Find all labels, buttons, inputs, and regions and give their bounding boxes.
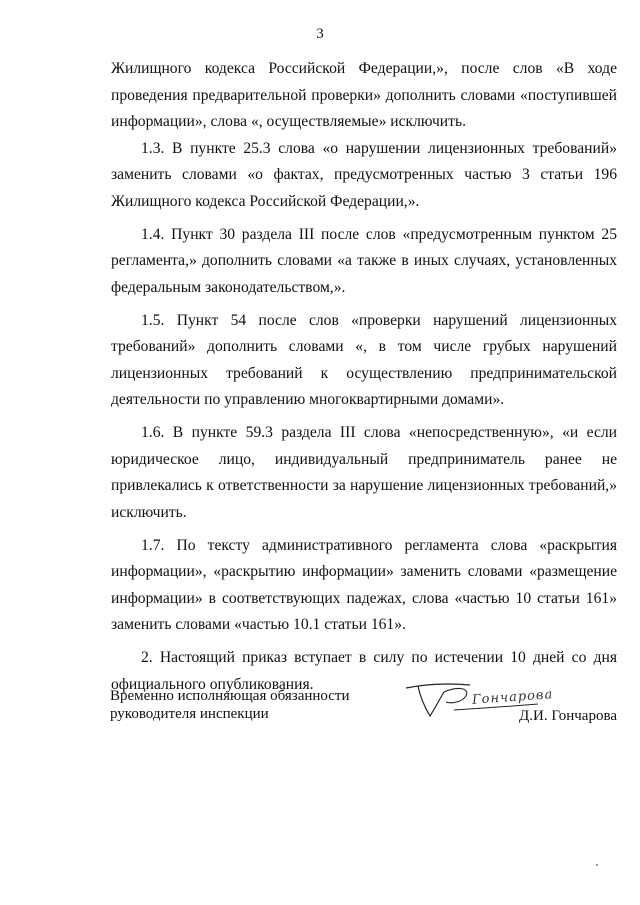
paragraph-1-7: 1.7. По тексту административного регламента слова «раскрытия информации», «раскрытию информации» заменить словами «размещение информации» в соответствующих падежах, слова «частью 10 статьи 161» заменить словами «частью 10.1 статьи 161». (111, 536, 617, 633)
handwritten-signature: Гончарова (471, 687, 554, 708)
scan-speck (596, 864, 598, 866)
paragraph-1-5: 1.5. Пункт 54 после слов «проверки нарушений лицензионных требований» дополнить словами «, в том числе грубых нарушений лицензионных требований к осуществлению предпринимательской деятельности по управлению многоквартирными домами». (111, 311, 617, 408)
paragraph-1-6: 1.6. В пункте 59.3 раздела III слова «непосредственную», «и если юридическое лицо, индивидуальный предприниматель ранее не привлекались к ответственности за нарушение лицензионных требований,» исключить. (111, 424, 617, 521)
paragraph-2: 2. Настоящий приказ вступает в силу по истечении 10 дней со дня официального опубликования. (111, 649, 617, 693)
signer-name: Д.И. Гончарова (519, 708, 617, 724)
signer-position (110, 688, 350, 723)
paragraph-1-4: 1.4. Пункт 30 раздела III после слов «предусмотренным пунктом 25 регламента,» дополнить словами «а также в иных случаях, установленных федеральным законодательством,». (111, 225, 617, 296)
document-body (111, 56, 617, 698)
signer-position-line-2: руководителя инспекции (110, 705, 269, 722)
paragraph-1-3: 1.3. В пункте 25.3 слова «о нарушении лицензионных требований» заменить словами «о фактах, предусмотренных частью 3 статьи 196 Жилищного кодекса Российской Федерации,». (111, 139, 617, 210)
page-number: 3 (316, 26, 324, 42)
paragraph-continuation: Жилищного кодекса Российской Федерации,», после слов «В ходе проведения предварительной проверки» дополнить словами «поступившей информации», слова «, осуществляемые» исключить. (111, 60, 617, 130)
signer-position-line-1: Временно исполняющая обязанности (110, 688, 350, 704)
